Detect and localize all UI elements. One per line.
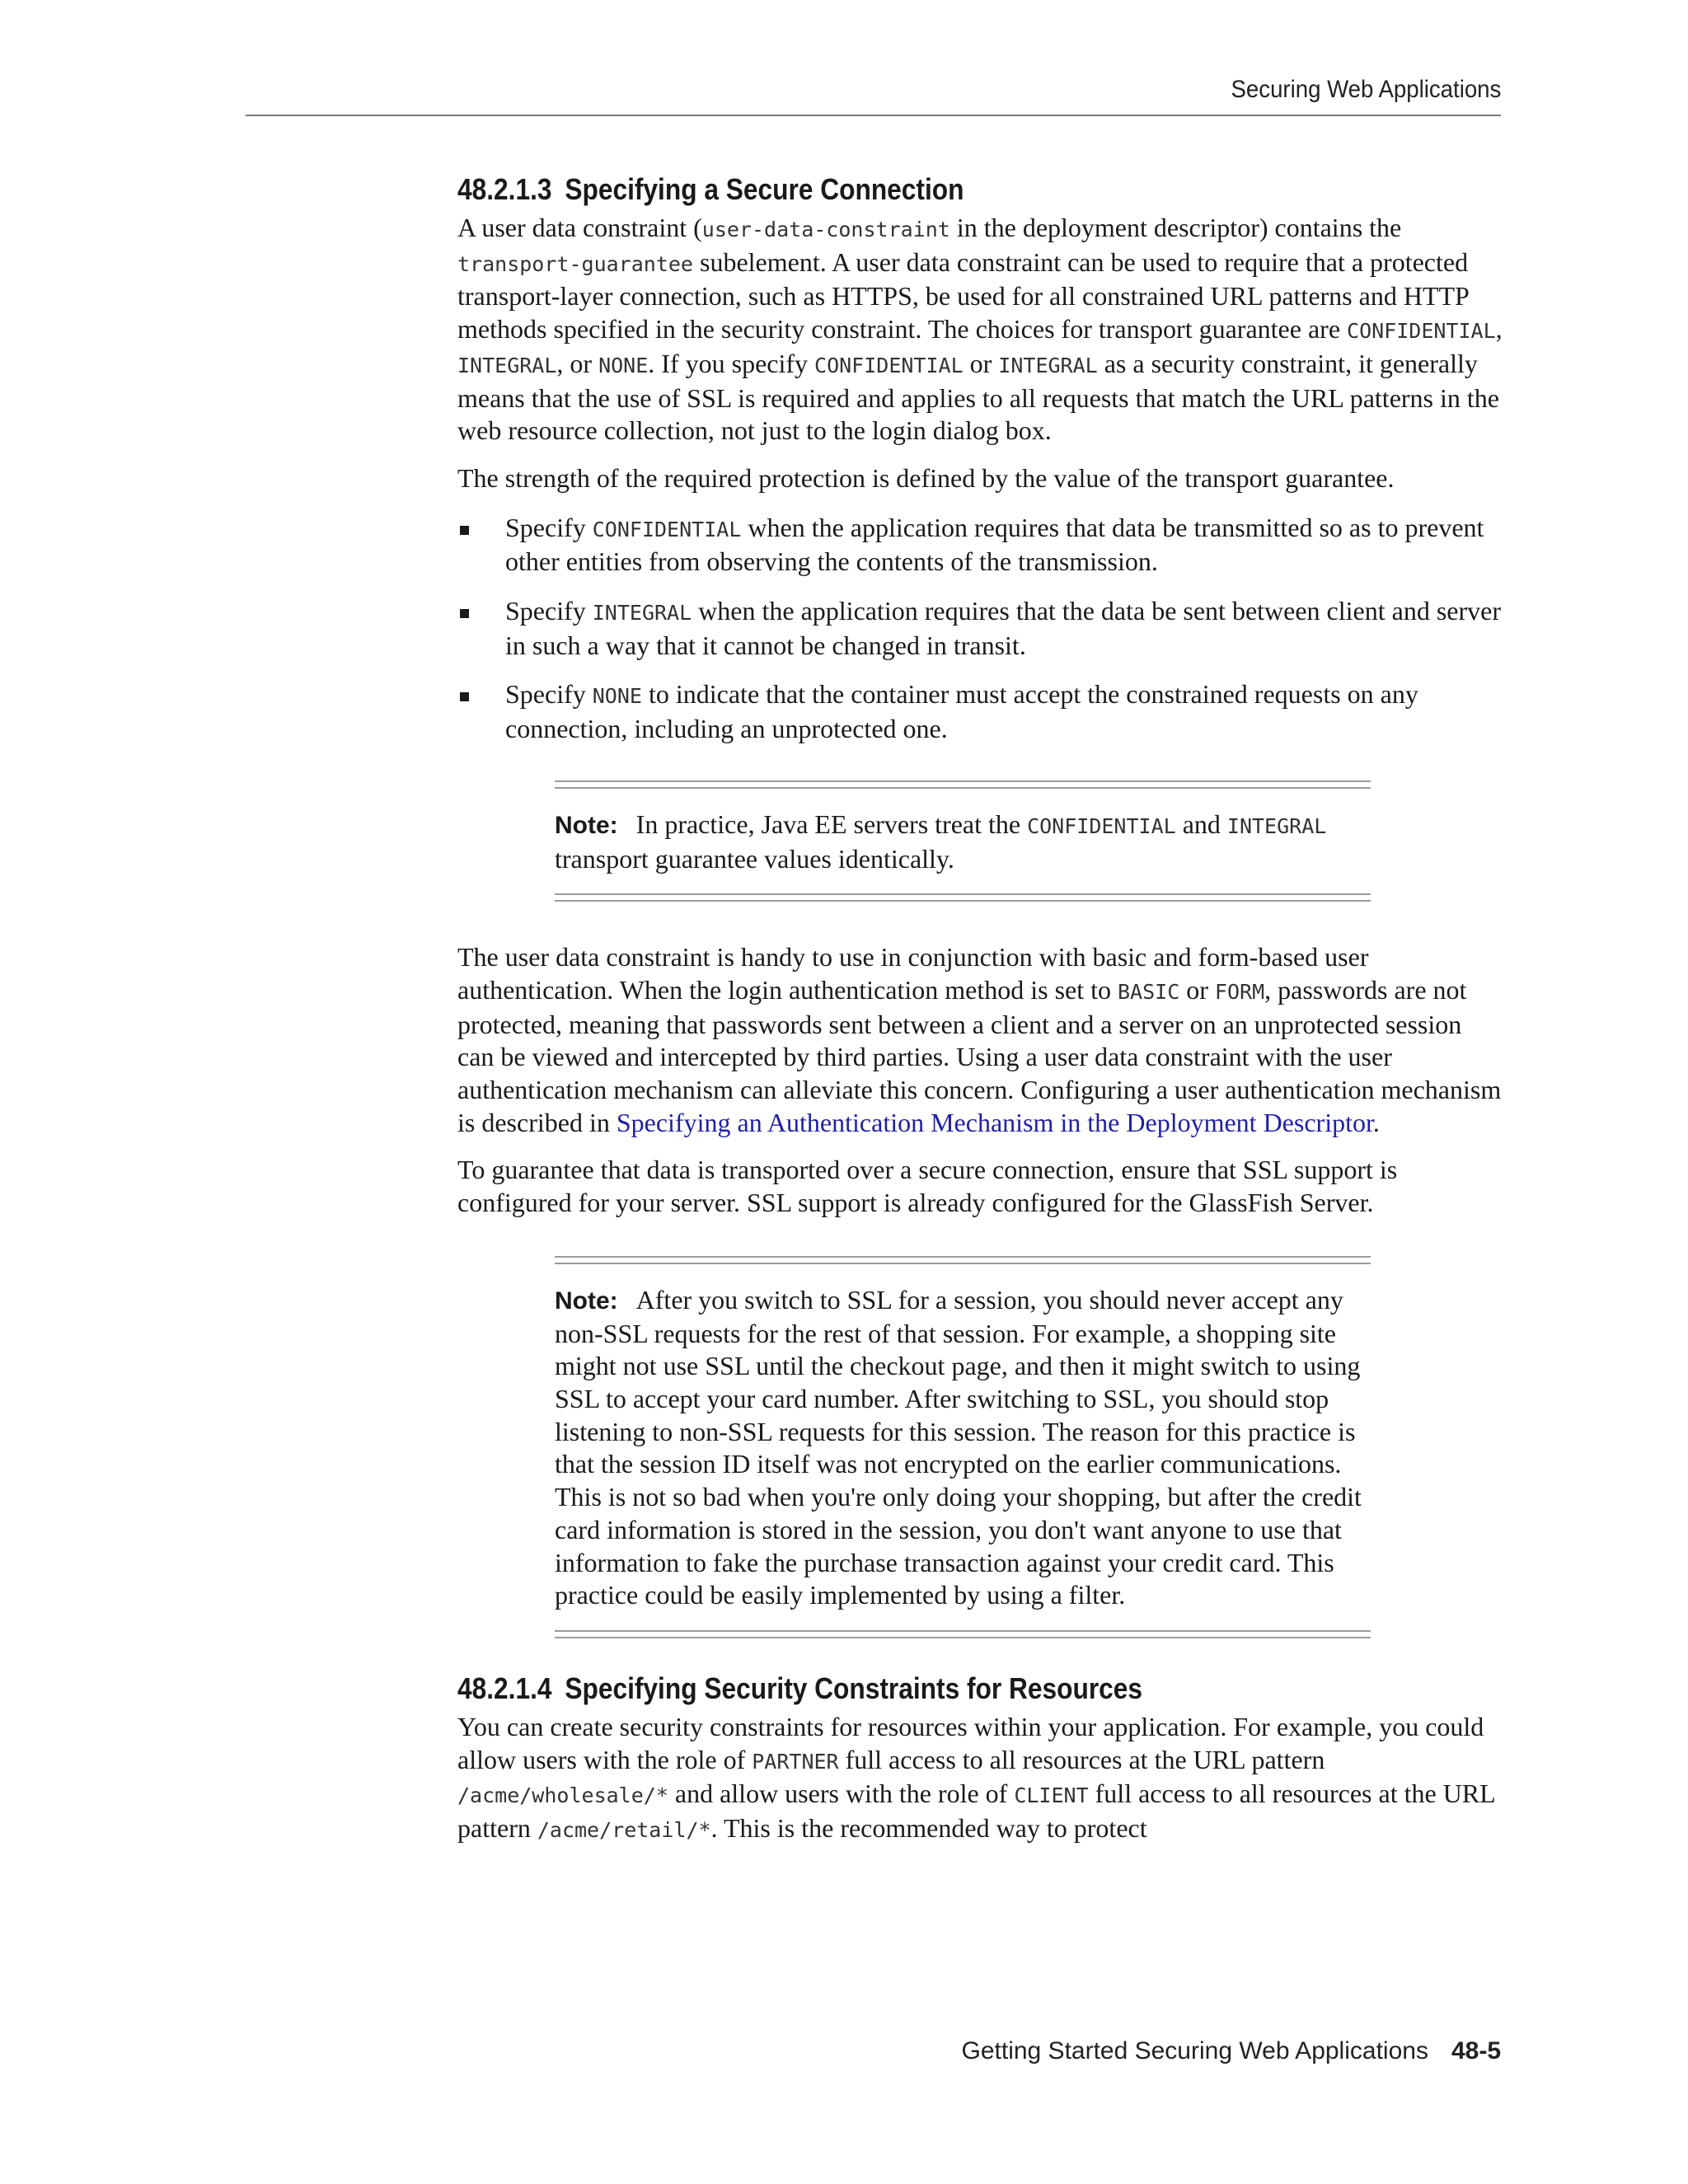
text-run: . <box>1372 1107 1380 1137</box>
text-run: . If you specify <box>648 348 815 378</box>
note-top-rule <box>555 1256 1371 1264</box>
section-number: 48.2.1.4 <box>457 1671 552 1705</box>
bullet-icon <box>460 609 469 618</box>
paragraph-user-data-constraint <box>457 212 1504 448</box>
transport-guarantee-list <box>457 512 1504 746</box>
code-run: /acme/wholesale/* <box>457 1783 668 1808</box>
text-run: Specify <box>505 679 593 710</box>
text-run: You can create security constraints for resources within your application. For example, you could allow users with the role of <box>457 1711 1484 1774</box>
text-run: to indicate that the container must accept the constrained requests on any connection, including an unprotected one. <box>505 679 1418 744</box>
text-run: and allow users with the role of <box>668 1779 1015 1809</box>
page-content <box>457 169 1504 1847</box>
text-run: or <box>1179 974 1215 1005</box>
paragraph-strength: The strength of the required protection is defined by the value of the transport guarantee. <box>457 462 1395 493</box>
bullet-icon <box>460 526 469 535</box>
note-label: Note: <box>555 1286 618 1315</box>
code-run: NONE <box>598 353 649 377</box>
text-run: in the deployment descriptor) contains the <box>950 213 1402 242</box>
paragraph-resource-constraints <box>457 1711 1504 1847</box>
text-run: when the application requires that data be transmitted so as to prevent other entities from observing the contents of the transmission. <box>505 512 1484 577</box>
text-run: , <box>1495 314 1503 344</box>
code-run: FORM <box>1214 979 1265 1004</box>
text-run: , passwords are not protected, meaning that passwords sent between a client and a server on an unprotected session can be viewed and intercepted by third parties. Using a user data constraint with the user authentication mechanism can alleviate this concern. Configuring a user authentication mechanism is described in <box>457 974 1502 1137</box>
text-run: or <box>963 348 999 378</box>
note-body <box>555 789 1371 893</box>
text-run: subelement. A user data constraint can be used to require that a protected transport-layer connection, such as HTTPS, be used for all constrained URL patterns and HTTP methods specified in the security constraint. The choices for transport guarantee are <box>457 246 1469 344</box>
code-run: CLIENT <box>1014 1783 1089 1808</box>
note-body <box>555 1264 1371 1630</box>
list-item <box>457 678 1504 745</box>
text-run: In practice, Java EE servers treat the <box>635 808 1028 839</box>
note-bottom-rule <box>555 1630 1371 1638</box>
text-run: . This is the recommended way to protect <box>710 1813 1147 1844</box>
text-run: Specify <box>505 512 593 542</box>
running-header: Securing Web Applications <box>1231 76 1501 103</box>
paragraph-ssl-support: To guarantee that data is transported over a secure connection, ensure that SSL support is configured for your server. SSL support is already configured for the GlassFish Server. <box>457 1155 1398 1218</box>
text-run: full access to all resources at the URL pattern <box>457 1779 1495 1844</box>
text-run: as a security constraint, it generally means that the use of SSL is required and applies to all requests that match the URL patterns in the web resource collection, not just to the login dialog box. <box>457 348 1499 446</box>
auth-mechanism-link[interactable]: Specifying an Authentication Mechanism in the Deployment Descriptor <box>616 1107 1373 1137</box>
note-bottom-rule <box>555 893 1371 902</box>
text-run: and <box>1175 808 1227 839</box>
code-run: transport-guarantee <box>457 251 693 276</box>
code-run: user-data-constraint <box>701 218 950 241</box>
note-box-transport-values <box>555 780 1371 902</box>
text-run: transport guarantee values identically. <box>555 843 954 874</box>
page-number: 48-5 <box>1451 2037 1501 2064</box>
note-top-rule <box>555 780 1371 789</box>
note-box-ssl-session <box>555 1256 1371 1638</box>
text-run: After you switch to SSL for a session, you should never accept any non-SSL requests for the rest of that session. For example, a shopping site might not use SSL until the checkout page, and then it might switch to using SSL to accept your card number. After switching to SSL, you should stop listening to non-SSL requests for this session. The reason for this practice is that the session ID itself was not encrypted on the earlier communications. This is not so bad when you're only doing your shopping, but after the credit card information is stored in the session, you don't want anyone to use that information to fake the purchase transaction against your credit card. This practice could be easily implemented by using a filter. <box>555 1284 1362 1610</box>
text-run: The user data constraint is handy to use in conjunction with basic and form-based user authentication. When the login authentication method is set to <box>457 942 1369 1005</box>
header-rule <box>246 115 1501 116</box>
section-heading-secure-connection <box>457 169 1379 210</box>
text-run: , or <box>556 348 599 378</box>
code-run: PARTNER <box>752 1749 839 1774</box>
section-heading-security-constraints <box>457 1668 1379 1709</box>
code-run: /acme/retail/* <box>537 1818 711 1843</box>
code-run: CONFIDENTIAL <box>1027 813 1176 838</box>
section-title: Specifying a Secure Connection <box>565 172 964 206</box>
note-label: Note: <box>555 811 618 839</box>
bullet-icon <box>460 692 469 701</box>
code-run: INTEGRAL <box>998 353 1098 377</box>
page-footer <box>962 2037 1502 2065</box>
list-item <box>457 512 1504 579</box>
text-run: Specify <box>505 596 593 626</box>
code-run: NONE <box>592 684 642 709</box>
code-run: INTEGRAL <box>457 353 557 377</box>
text-run: full access to all resources at the URL pattern <box>838 1744 1325 1774</box>
list-item <box>457 595 1504 662</box>
text-run: A user data constraint ( <box>457 213 702 242</box>
section-title: Specifying Security Constraints for Resources <box>565 1671 1143 1705</box>
text-run: when the application requires that the data be sent between client and server in such a way that it cannot be changed in transit. <box>505 596 1501 660</box>
code-run: BASIC <box>1118 979 1180 1004</box>
code-run: INTEGRAL <box>592 601 692 626</box>
footer-title: Getting Started Securing Web Applications <box>961 2037 1428 2064</box>
section-number: 48.2.1.3 <box>457 172 552 206</box>
code-run: CONFIDENTIAL <box>814 353 964 377</box>
code-run: CONFIDENTIAL <box>1347 319 1496 344</box>
code-run: INTEGRAL <box>1226 813 1327 838</box>
paragraph-form-based-auth <box>457 941 1504 1139</box>
code-run: CONFIDENTIAL <box>592 517 742 541</box>
